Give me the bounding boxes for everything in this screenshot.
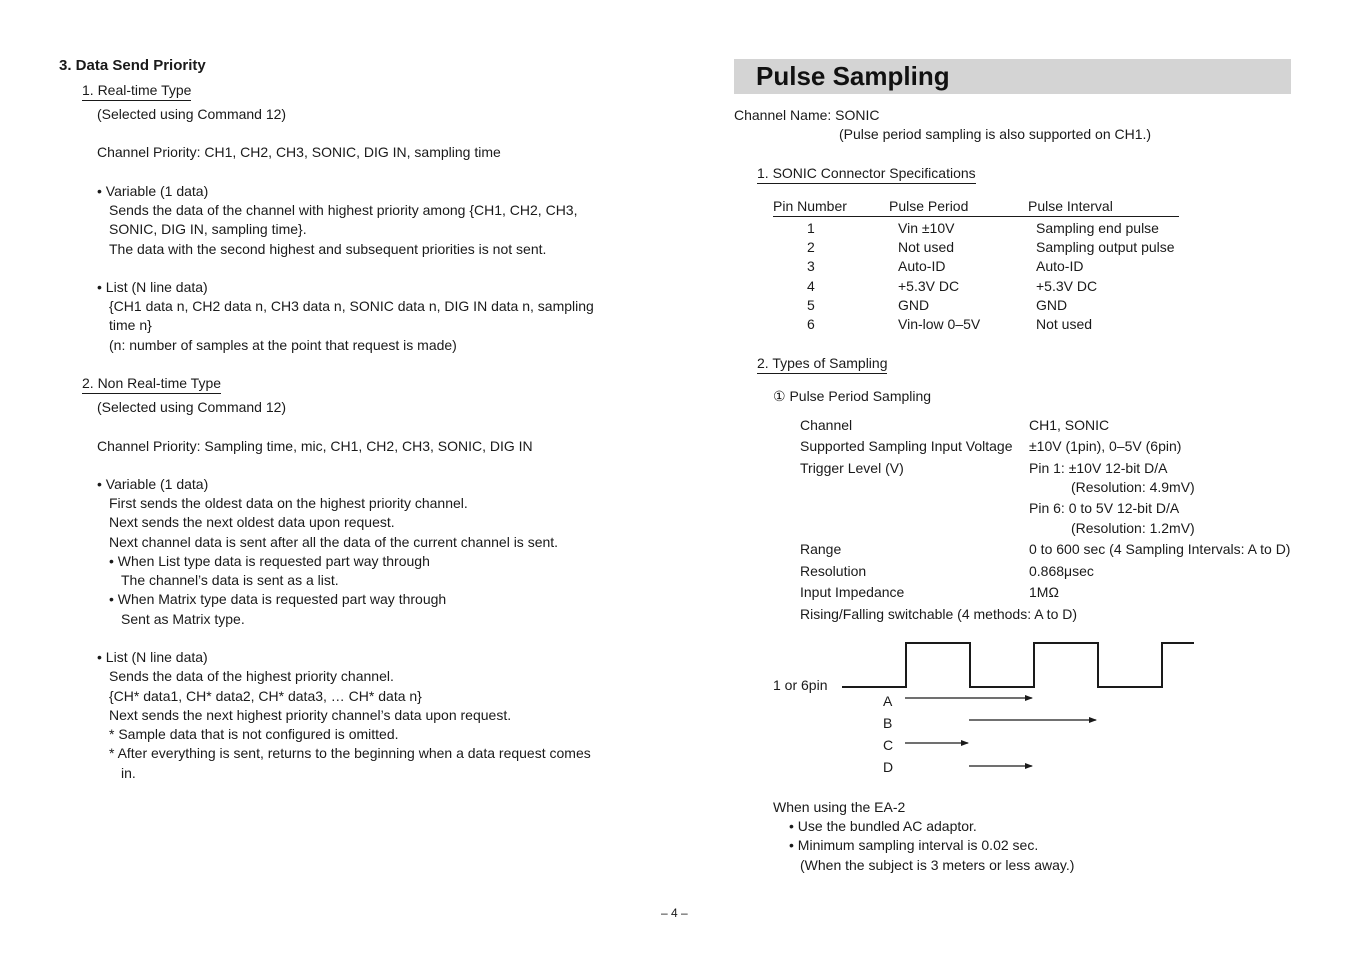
table-cell: Sampling output pulse	[1036, 239, 1175, 255]
section-title: 3. Data Send Priority	[59, 57, 206, 74]
spec-value: Pin 1: ±10V 12-bit D/A	[1029, 460, 1168, 476]
method-label-a: A	[883, 693, 893, 709]
spec-value: (Resolution: 4.9mV)	[1071, 479, 1195, 495]
text-line: time n}	[109, 317, 152, 333]
table-cell: Vin-low 0–5V	[898, 316, 981, 332]
types-heading: 2. Types of Sampling	[757, 354, 887, 374]
types-subheading: ① Pulse Period Sampling	[773, 388, 932, 404]
nonrealtime-priority: Channel Priority: Sampling time, mic, CH1, CH2, CH3, SONIC, DIG IN	[97, 438, 533, 454]
text-line: • When List type data is requested part way through	[109, 553, 430, 569]
text-line: The channel’s data is sent as a list.	[121, 572, 339, 588]
table-header-rule	[773, 216, 1179, 217]
pulse-waveform	[842, 643, 1194, 687]
text-line: Next sends the next oldest data upon request.	[109, 514, 395, 530]
table-cell: +5.3V DC	[1036, 278, 1098, 294]
text-line: • When Matrix type data is requested part way through	[109, 591, 447, 607]
table-cell: Auto-ID	[898, 258, 946, 274]
spec-value: 0 to 600 sec (4 Sampling Intervals: A to D)	[1029, 541, 1291, 557]
connector-heading: 1. SONIC Connector Specifications	[757, 164, 976, 184]
spec-value: (Resolution: 1.2mV)	[1071, 520, 1195, 536]
channel-name: Channel Name: SONIC	[734, 107, 880, 123]
text-line: Sent as Matrix type.	[121, 611, 245, 627]
table-header-interval: Pulse Interval	[1028, 198, 1113, 214]
text-line: * Sample data that is not configured is omitted.	[109, 726, 399, 742]
table-cell: Vin ±10V	[898, 220, 955, 236]
table-cell: 2	[807, 239, 815, 255]
text-line: {CH1 data n, CH2 data n, CH3 data n, SONIC data n, DIG IN data n, sampling	[109, 298, 594, 314]
table-cell: 1	[807, 220, 815, 236]
text-line: Sends the data of the highest priority channel.	[109, 668, 394, 684]
table-cell: GND	[898, 297, 930, 313]
switchable-note: Rising/Falling switchable (4 methods: A to D)	[800, 606, 1078, 622]
page-title-bar	[734, 59, 1291, 94]
nonrealtime-heading: 2. Non Real-time Type	[82, 374, 221, 394]
realtime-variable-title: • Variable (1 data)	[97, 183, 209, 199]
realtime-heading: 1. Real-time Type	[82, 81, 191, 101]
table-cell: +5.3V DC	[898, 278, 960, 294]
spec-label: Channel	[800, 417, 853, 433]
spec-label: Range	[800, 541, 842, 557]
text-line: (When the subject is 3 meters or less away.)	[800, 857, 1075, 873]
realtime-selected: (Selected using Command 12)	[97, 106, 287, 122]
table-cell: GND	[1036, 297, 1068, 313]
realtime-priority: Channel Priority: CH1, CH2, CH3, SONIC, DIG IN, sampling time	[97, 144, 501, 160]
text-line: (n: number of samples at the point that request is made)	[109, 337, 457, 353]
channel-note: (Pulse period sampling is also supported on CH1.)	[839, 126, 1152, 142]
table-cell: Not used	[898, 239, 955, 255]
text-line: {CH* data1, CH* data2, CH* data3, … CH* data n}	[109, 688, 422, 704]
spec-value: ±10V (1pin), 0–5V (6pin)	[1029, 438, 1182, 454]
method-label-c: C	[883, 737, 894, 753]
spec-label: Supported Sampling Input Voltage	[800, 438, 1013, 454]
table-header-period: Pulse Period	[889, 198, 969, 214]
table-cell: 4	[807, 278, 815, 294]
table-cell: Auto-ID	[1036, 258, 1084, 274]
table-cell: 3	[807, 258, 815, 274]
pulse-timing-diagram	[760, 630, 1210, 785]
nonrealtime-variable-title: • Variable (1 data)	[97, 476, 209, 492]
page-number: – 4 –	[661, 906, 688, 920]
text-line: Next sends the next highest priority channel’s data upon request.	[109, 707, 512, 723]
method-label-b: B	[883, 715, 893, 731]
table-cell: Sampling end pulse	[1036, 220, 1159, 236]
spec-label: Resolution	[800, 563, 867, 579]
nonrealtime-selected: (Selected using Command 12)	[97, 399, 287, 415]
ea2-heading: When using the EA-2	[773, 799, 906, 815]
table-cell: Not used	[1036, 316, 1093, 332]
text-line: SONIC, DIG IN, sampling time}.	[109, 221, 307, 237]
signal-label: 1 or 6pin	[773, 677, 828, 693]
table-cell: 6	[807, 316, 815, 332]
page-title: Pulse Sampling	[756, 61, 950, 91]
method-label-d: D	[883, 759, 894, 775]
text-line: Sends the data of the channel with highest priority among {CH1, CH2, CH3,	[109, 202, 578, 218]
text-line: • Use the bundled AC adaptor.	[789, 818, 977, 834]
text-line: Next channel data is sent after all the data of the current channel is sent.	[109, 534, 559, 550]
spec-label: Trigger Level (V)	[800, 460, 904, 476]
text-line: • Minimum sampling interval is 0.02 sec.	[789, 837, 1039, 853]
text-line: in.	[121, 765, 136, 781]
text-line: * After everything is sent, returns to the beginning when a data request comes	[109, 745, 591, 761]
table-cell: 5	[807, 297, 815, 313]
table-header-pin: Pin Number	[773, 198, 847, 214]
realtime-list-title: • List (N line data)	[97, 279, 208, 295]
spec-value: 0.868μsec	[1029, 563, 1094, 579]
spec-value: CH1, SONIC	[1029, 417, 1110, 433]
text-line: The data with the second highest and subsequent priorities is not sent.	[109, 241, 547, 257]
spec-label: Input Impedance	[800, 584, 905, 600]
nonrealtime-list-title: • List (N line data)	[97, 649, 208, 665]
spec-value: Pin 6: 0 to 5V 12-bit D/A	[1029, 500, 1180, 516]
spec-value: 1MΩ	[1029, 584, 1059, 600]
text-line: First sends the oldest data on the highest priority channel.	[109, 495, 468, 511]
